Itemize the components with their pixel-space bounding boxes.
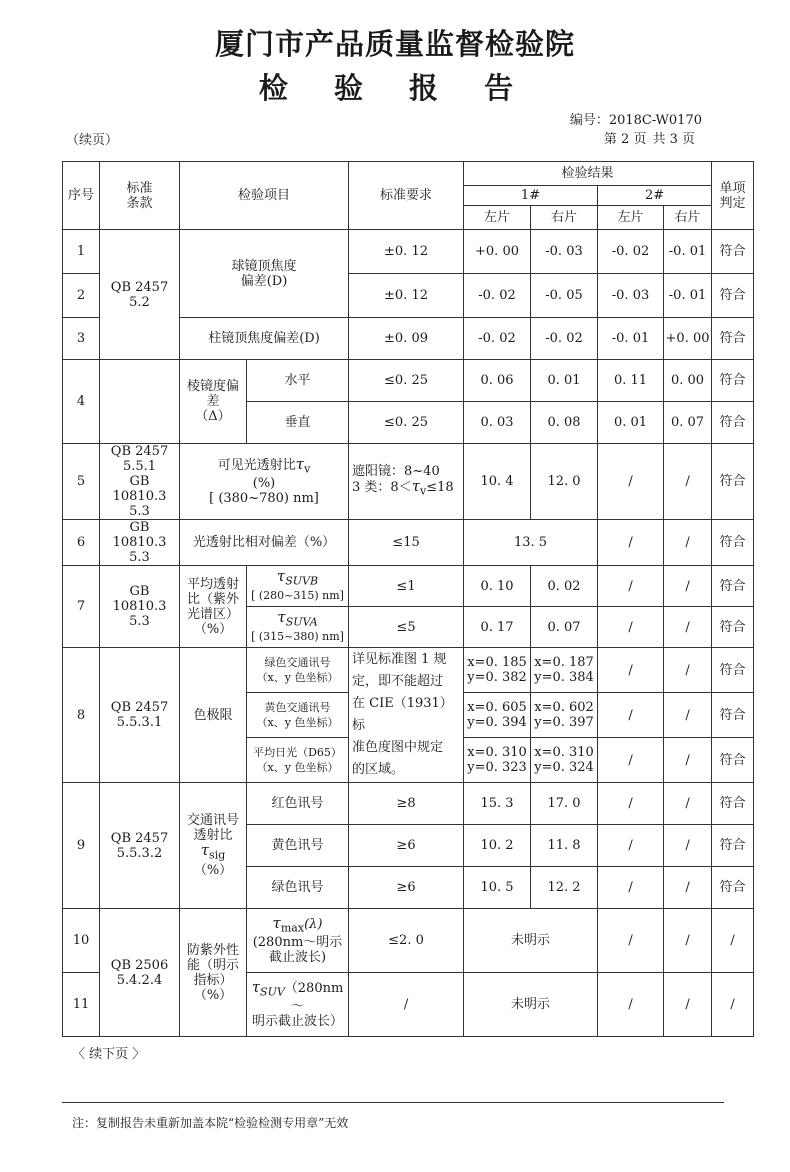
value-cell: 17. 0 xyxy=(531,783,598,825)
value-cell: 0. 07 xyxy=(531,607,598,648)
sub-item-cell: 黄色交通讯号 （x、y 色坐标） xyxy=(247,693,349,738)
tau-symbol: τ xyxy=(277,607,286,626)
std-cell: QB 2457 5.5.3.2 xyxy=(100,783,180,909)
tau-symbol: τ xyxy=(251,977,261,996)
range-text: [ (315~380) nm] xyxy=(251,630,344,644)
tau-subscript: max xyxy=(280,921,305,935)
page-info xyxy=(601,128,698,147)
req-text: 遮阳镜：8~40 xyxy=(352,464,440,480)
tau-symbol: τ xyxy=(276,566,286,585)
sub-item-cell: 垂直 xyxy=(247,402,349,444)
tau-subscript: SUV xyxy=(260,985,285,999)
sub-item-cell: 水平 xyxy=(247,360,349,402)
req-cell: ≤1 xyxy=(349,566,464,607)
tau-subscript: v xyxy=(304,462,311,476)
value-cell: / xyxy=(664,909,712,973)
continued-next-label: 〈 续下页 〉 xyxy=(72,1047,146,1062)
seq-cell: 7 xyxy=(63,566,100,648)
value-cell: -0. 01 xyxy=(664,230,712,274)
seq-cell: 11 xyxy=(63,973,100,1037)
value-cell: 10. 4 xyxy=(464,444,531,520)
seq-cell: 4 xyxy=(63,360,100,444)
std-cell: QB 2506 5.4.2.4 xyxy=(100,909,180,1037)
value-cell: 12. 0 xyxy=(531,444,598,520)
value-cell: / xyxy=(664,444,712,520)
std-cell: GB 10810.3 5.3 xyxy=(100,566,180,648)
sub-item-cell: 绿色交通讯号 （x、y 色坐标） xyxy=(247,648,349,693)
value-cell: -0. 02 xyxy=(531,318,598,360)
col-req: 标准要求 xyxy=(349,162,464,230)
tau-symbol: τ xyxy=(295,454,305,473)
table-row xyxy=(63,230,754,274)
sub-item-cell xyxy=(247,909,349,973)
req-cell: ≤5 xyxy=(349,607,464,648)
range-text: （280nm～ xyxy=(284,980,344,1015)
value-cell: 10. 5 xyxy=(464,867,531,909)
verdict-cell: 符合 xyxy=(712,360,754,402)
req-cell: ±0. 12 xyxy=(349,230,464,274)
item-unit-text: （%） xyxy=(193,862,233,878)
value-cell: -0. 01 xyxy=(664,274,712,318)
table-row xyxy=(63,648,754,693)
verdict-cell: 符合 xyxy=(712,825,754,867)
value-cell: 10. 2 xyxy=(464,825,531,867)
value-cell: / xyxy=(598,566,664,607)
seq-cell: 3 xyxy=(63,318,100,360)
std-cell: QB 2457 5.5.1 GB 10810.3 5.3 xyxy=(100,444,180,520)
tau-symbol: τ xyxy=(272,913,281,932)
tau-subscript: v xyxy=(420,484,427,498)
value-cell: 11. 8 xyxy=(531,825,598,867)
verdict-cell: / xyxy=(712,909,754,973)
item-unit-text: (%) [ (380~780) nm] xyxy=(209,476,319,507)
tau-symbol: τ xyxy=(200,841,210,860)
col-seq: 序号 xyxy=(63,162,100,230)
footer-divider xyxy=(62,1102,724,1103)
value-cell: x=0. 185 y=0. 382 xyxy=(464,648,531,693)
col-left-2: 左片 xyxy=(598,206,664,230)
value-cell: x=0. 187 y=0. 384 xyxy=(531,648,598,693)
value-cell: -0. 03 xyxy=(531,230,598,274)
value-cell: -0. 02 xyxy=(598,230,664,274)
value-cell: / xyxy=(598,520,664,566)
col-sample-2: 2# xyxy=(598,186,712,206)
table-row xyxy=(63,444,754,520)
req-text: ≤18 xyxy=(426,480,454,496)
col-right-1: 右片 xyxy=(531,206,598,230)
verdict-cell: 符合 xyxy=(712,693,754,738)
req-cell: ≤15 xyxy=(349,520,464,566)
verdict-cell: 符合 xyxy=(712,783,754,825)
value-cell: 未明示 xyxy=(464,909,598,973)
sub-item-cell: 黄色讯号 xyxy=(247,825,349,867)
value-cell: x=0. 310 y=0. 324 xyxy=(531,738,598,783)
value-cell: / xyxy=(598,867,664,909)
sub-item-cell: 绿色讯号 xyxy=(247,867,349,909)
value-cell: / xyxy=(598,607,664,648)
seq-cell: 1 xyxy=(63,230,100,274)
value-cell: / xyxy=(598,909,664,973)
value-cell: / xyxy=(598,648,664,693)
item-cell: 棱镜度偏差 （Δ） xyxy=(180,360,247,444)
value-cell: / xyxy=(664,648,712,693)
seq-cell: 6 xyxy=(63,520,100,566)
tau-subscript: SUVA xyxy=(285,615,318,629)
value-cell: x=0. 605 y=0. 394 xyxy=(464,693,531,738)
verdict-cell: 符合 xyxy=(712,318,754,360)
value-cell: / xyxy=(598,825,664,867)
req-cell: 详见标准图 1 规 定，即不能超过 在 CIE（1931）标 准色度图中规定 的区域。 xyxy=(349,648,464,783)
report-code: 编号：2018C-W0170 xyxy=(569,113,702,128)
value-cell: -0. 05 xyxy=(531,274,598,318)
col-left-1: 左片 xyxy=(464,206,531,230)
value-cell: 0. 11 xyxy=(598,360,664,402)
verdict-cell: 符合 xyxy=(712,738,754,783)
report-title: 检 验 报 告 xyxy=(258,71,532,105)
value-cell: 0. 10 xyxy=(464,566,531,607)
col-std: 标准 条款 xyxy=(100,162,180,230)
page-number: 第 2 页 xyxy=(603,132,647,147)
value-cell: / xyxy=(664,973,712,1037)
verdict-cell: 符合 xyxy=(712,867,754,909)
item-cell xyxy=(180,444,349,520)
sub-item-cell: 红色讯号 xyxy=(247,783,349,825)
seq-cell: 8 xyxy=(63,648,100,783)
value-cell: / xyxy=(664,783,712,825)
range-text: [ (280~315) nm] xyxy=(251,589,344,603)
verdict-cell: 符合 xyxy=(712,648,754,693)
col-item: 检验项目 xyxy=(180,162,349,230)
value-cell: / xyxy=(598,783,664,825)
table-row xyxy=(63,909,754,973)
item-cell: 色极限 xyxy=(180,648,247,783)
lambda-text: (λ) xyxy=(304,916,323,932)
value-cell: +0. 00 xyxy=(664,318,712,360)
req-cell: / xyxy=(349,973,464,1037)
verdict-cell: 符合 xyxy=(712,402,754,444)
req-cell: ≤2. 0 xyxy=(349,909,464,973)
value-cell: 13. 5 xyxy=(464,520,598,566)
std-cell: GB 10810.3 5.3 xyxy=(100,520,180,566)
page-total: 共 3 页 xyxy=(652,132,695,147)
value-cell: 0. 17 xyxy=(464,607,531,648)
req-cell: ±0. 12 xyxy=(349,274,464,318)
value-cell: 0. 08 xyxy=(531,402,598,444)
value-cell: -0. 02 xyxy=(464,274,531,318)
item-cell: 球镜顶焦度 偏差(D) xyxy=(180,230,349,318)
value-cell: -0. 02 xyxy=(464,318,531,360)
value-cell: / xyxy=(664,693,712,738)
value-cell: / xyxy=(598,693,664,738)
req-cell: ≤0. 25 xyxy=(349,360,464,402)
verdict-cell: 符合 xyxy=(712,444,754,520)
req-cell: ≥8 xyxy=(349,783,464,825)
table-row xyxy=(63,566,754,607)
sub-item-cell xyxy=(247,607,349,648)
verdict-cell: 符合 xyxy=(712,520,754,566)
item-cell xyxy=(180,783,247,909)
value-cell: 0. 06 xyxy=(464,360,531,402)
seq-cell: 2 xyxy=(63,274,100,318)
value-cell: 0. 01 xyxy=(598,402,664,444)
value-cell: 15. 3 xyxy=(464,783,531,825)
value-cell: 12. 2 xyxy=(531,867,598,909)
verdict-cell: 符合 xyxy=(712,230,754,274)
sub-item-cell xyxy=(247,973,349,1037)
value-cell: 未明示 xyxy=(464,973,598,1037)
verdict-cell: 符合 xyxy=(712,566,754,607)
req-cell: ≥6 xyxy=(349,825,464,867)
seq-cell: 9 xyxy=(63,783,100,909)
value-cell: +0. 00 xyxy=(464,230,531,274)
value-cell: 0. 00 xyxy=(664,360,712,402)
seq-cell: 10 xyxy=(63,909,100,973)
table-row xyxy=(63,783,754,825)
col-right-2: 右片 xyxy=(664,206,712,230)
table-row xyxy=(63,520,754,566)
value-cell: 0. 03 xyxy=(464,402,531,444)
seq-cell: 5 xyxy=(63,444,100,520)
req-cell xyxy=(349,444,464,520)
value-cell: / xyxy=(598,444,664,520)
tau-subscript: SUVB xyxy=(285,574,319,588)
value-cell: / xyxy=(664,825,712,867)
value-cell: / xyxy=(664,738,712,783)
item-text: 可见光透射比 xyxy=(217,457,296,473)
col-sample-1: 1# xyxy=(464,186,598,206)
footer-note: 注：复制报告未重新加盖本院“检验检测专用章”无效 xyxy=(72,1116,349,1130)
req-cell: ≤0. 25 xyxy=(349,402,464,444)
std-cell: QB 2457 5.5.3.1 xyxy=(100,648,180,783)
continued-label: （续页） xyxy=(66,133,119,148)
verdict-cell: 符合 xyxy=(712,607,754,648)
value-cell: -0. 01 xyxy=(598,318,664,360)
value-cell: / xyxy=(598,738,664,783)
value-cell: / xyxy=(664,867,712,909)
value-cell: 0. 07 xyxy=(664,402,712,444)
tau-symbol: τ xyxy=(411,477,421,496)
item-cell: 柱镜顶焦度偏差(D) xyxy=(180,318,349,360)
org-name: 厦门市产品质量监督检验院 xyxy=(214,27,575,61)
value-cell: / xyxy=(664,520,712,566)
item-text: 交通讯号 透射比 xyxy=(186,813,239,844)
req-text: 3 类：8＜ xyxy=(352,480,412,496)
std-cell: QB 2457 5.2 xyxy=(100,230,180,360)
verdict-cell: 符合 xyxy=(712,274,754,318)
inspection-table xyxy=(62,161,754,1037)
item-cell: 防紫外性 能（明示 指标） （%） xyxy=(180,909,247,1037)
item-cell: 光透射比相对偏差（%） xyxy=(180,520,349,566)
value-cell: / xyxy=(664,607,712,648)
range-text: 明示截止波长） xyxy=(252,1014,344,1030)
tau-subscript: sig xyxy=(209,848,226,862)
col-result: 检验结果 xyxy=(464,162,712,186)
value-cell: x=0. 602 y=0. 397 xyxy=(531,693,598,738)
sub-item-cell xyxy=(247,566,349,607)
item-cell: 平均透射 比（紫外 光谱区） （%） xyxy=(180,566,247,648)
req-cell: ≥6 xyxy=(349,867,464,909)
value-cell: / xyxy=(598,973,664,1037)
table-row xyxy=(63,360,754,402)
col-verdict: 单项 判定 xyxy=(712,162,754,230)
value-cell: 0. 02 xyxy=(531,566,598,607)
value-cell: -0. 03 xyxy=(598,274,664,318)
range-text: (280nm～明示 截止波长) xyxy=(252,935,343,966)
value-cell: 0. 01 xyxy=(531,360,598,402)
verdict-cell: / xyxy=(712,973,754,1037)
value-cell: x=0. 310 y=0. 323 xyxy=(464,738,531,783)
sub-item-cell: 平均日光（D65） （x、y 色坐标） xyxy=(247,738,349,783)
value-cell: / xyxy=(664,566,712,607)
req-cell: ±0. 09 xyxy=(349,318,464,360)
